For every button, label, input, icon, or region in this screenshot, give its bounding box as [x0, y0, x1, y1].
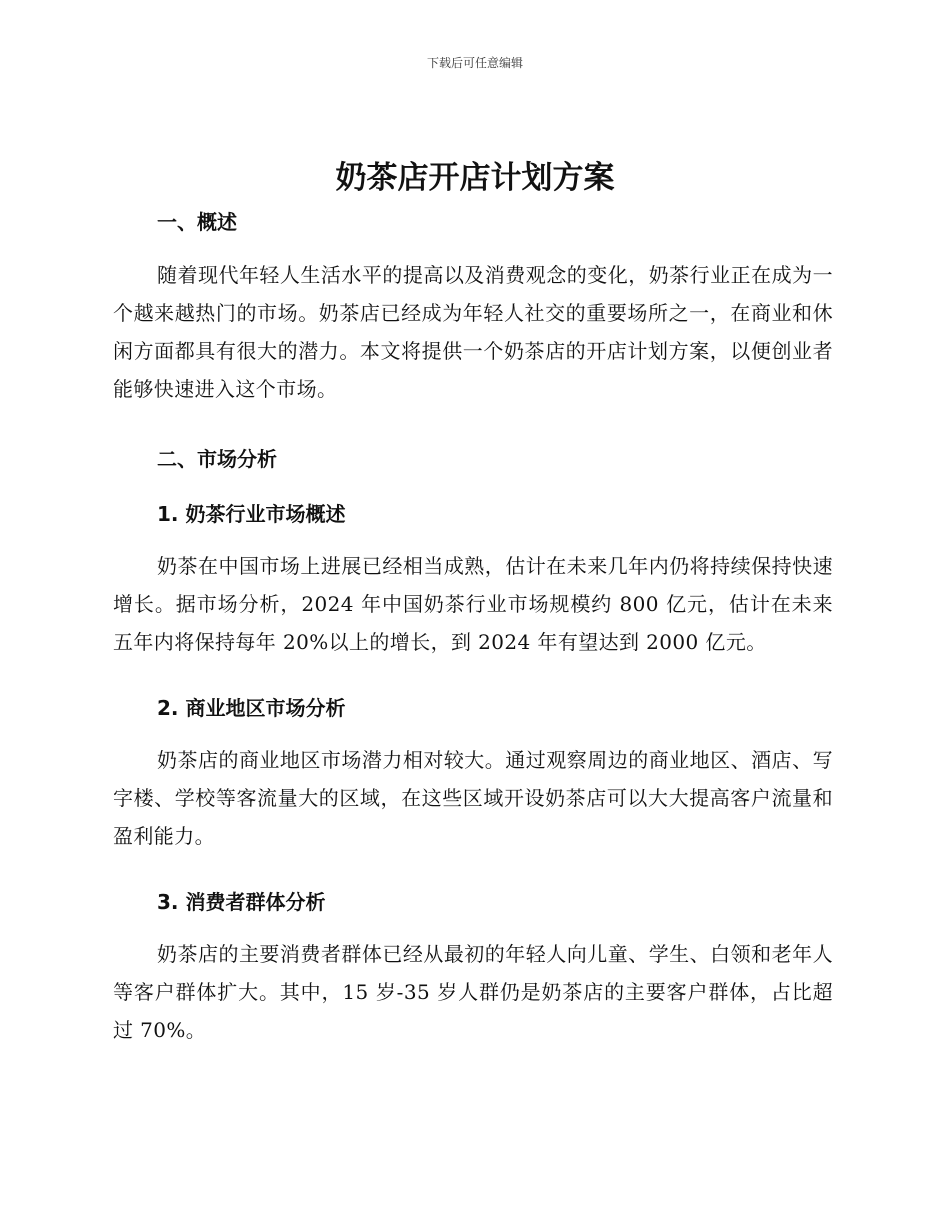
section-paragraph-industry-overview: 奶茶在中国市场上进展已经相当成熟，估计在未来几年内仍将持续保持快速增长。据市场分析，2024 年中国奶茶行业市场规模约 800 亿元，估计在未来五年内将保持每年 20%以上的增长，到 2024 年有望达到 2000 亿元。: [113, 554, 833, 654]
section-heading-overview: 一、概述: [157, 210, 237, 234]
section-paragraph-overview: 随着现代年轻人生活水平的提高以及消费观念的变化，奶茶行业正在成为一个越来越热门的市场。奶茶店已经成为年轻人社交的重要场所之一，在商业和休闲方面都具有很大的潜力。本文将提供一个奶茶店的开店计划方案，以便创业者能够快速进入这个市场。: [113, 263, 833, 401]
section-heading-industry-overview: 1. 奶茶行业市场概述: [157, 502, 346, 526]
document-title: 奶茶店开店计划方案: [335, 160, 615, 196]
page-header-note: 下载后可任意编辑: [426, 56, 523, 70]
section-heading-market-analysis: 二、市场分析: [157, 447, 277, 471]
section-paragraph-consumer-groups: 奶茶店的主要消费者群体已经从最初的年轻人向儿童、学生、白领和老年人等客户群体扩大。其中，15 岁-35 岁人群仍是奶茶店的主要客户群体，占比超过 70%。: [113, 942, 833, 1042]
section-paragraph-commercial-area: 奶茶店的商业地区市场潜力相对较大。通过观察周边的商业地区、酒店、写字楼、学校等客流量大的区域，在这些区域开设奶茶店可以大大提高客户流量和盈利能力。: [113, 748, 833, 848]
section-heading-commercial-area: 2. 商业地区市场分析: [157, 696, 346, 720]
section-heading-consumer-groups: 3. 消费者群体分析: [157, 890, 326, 914]
